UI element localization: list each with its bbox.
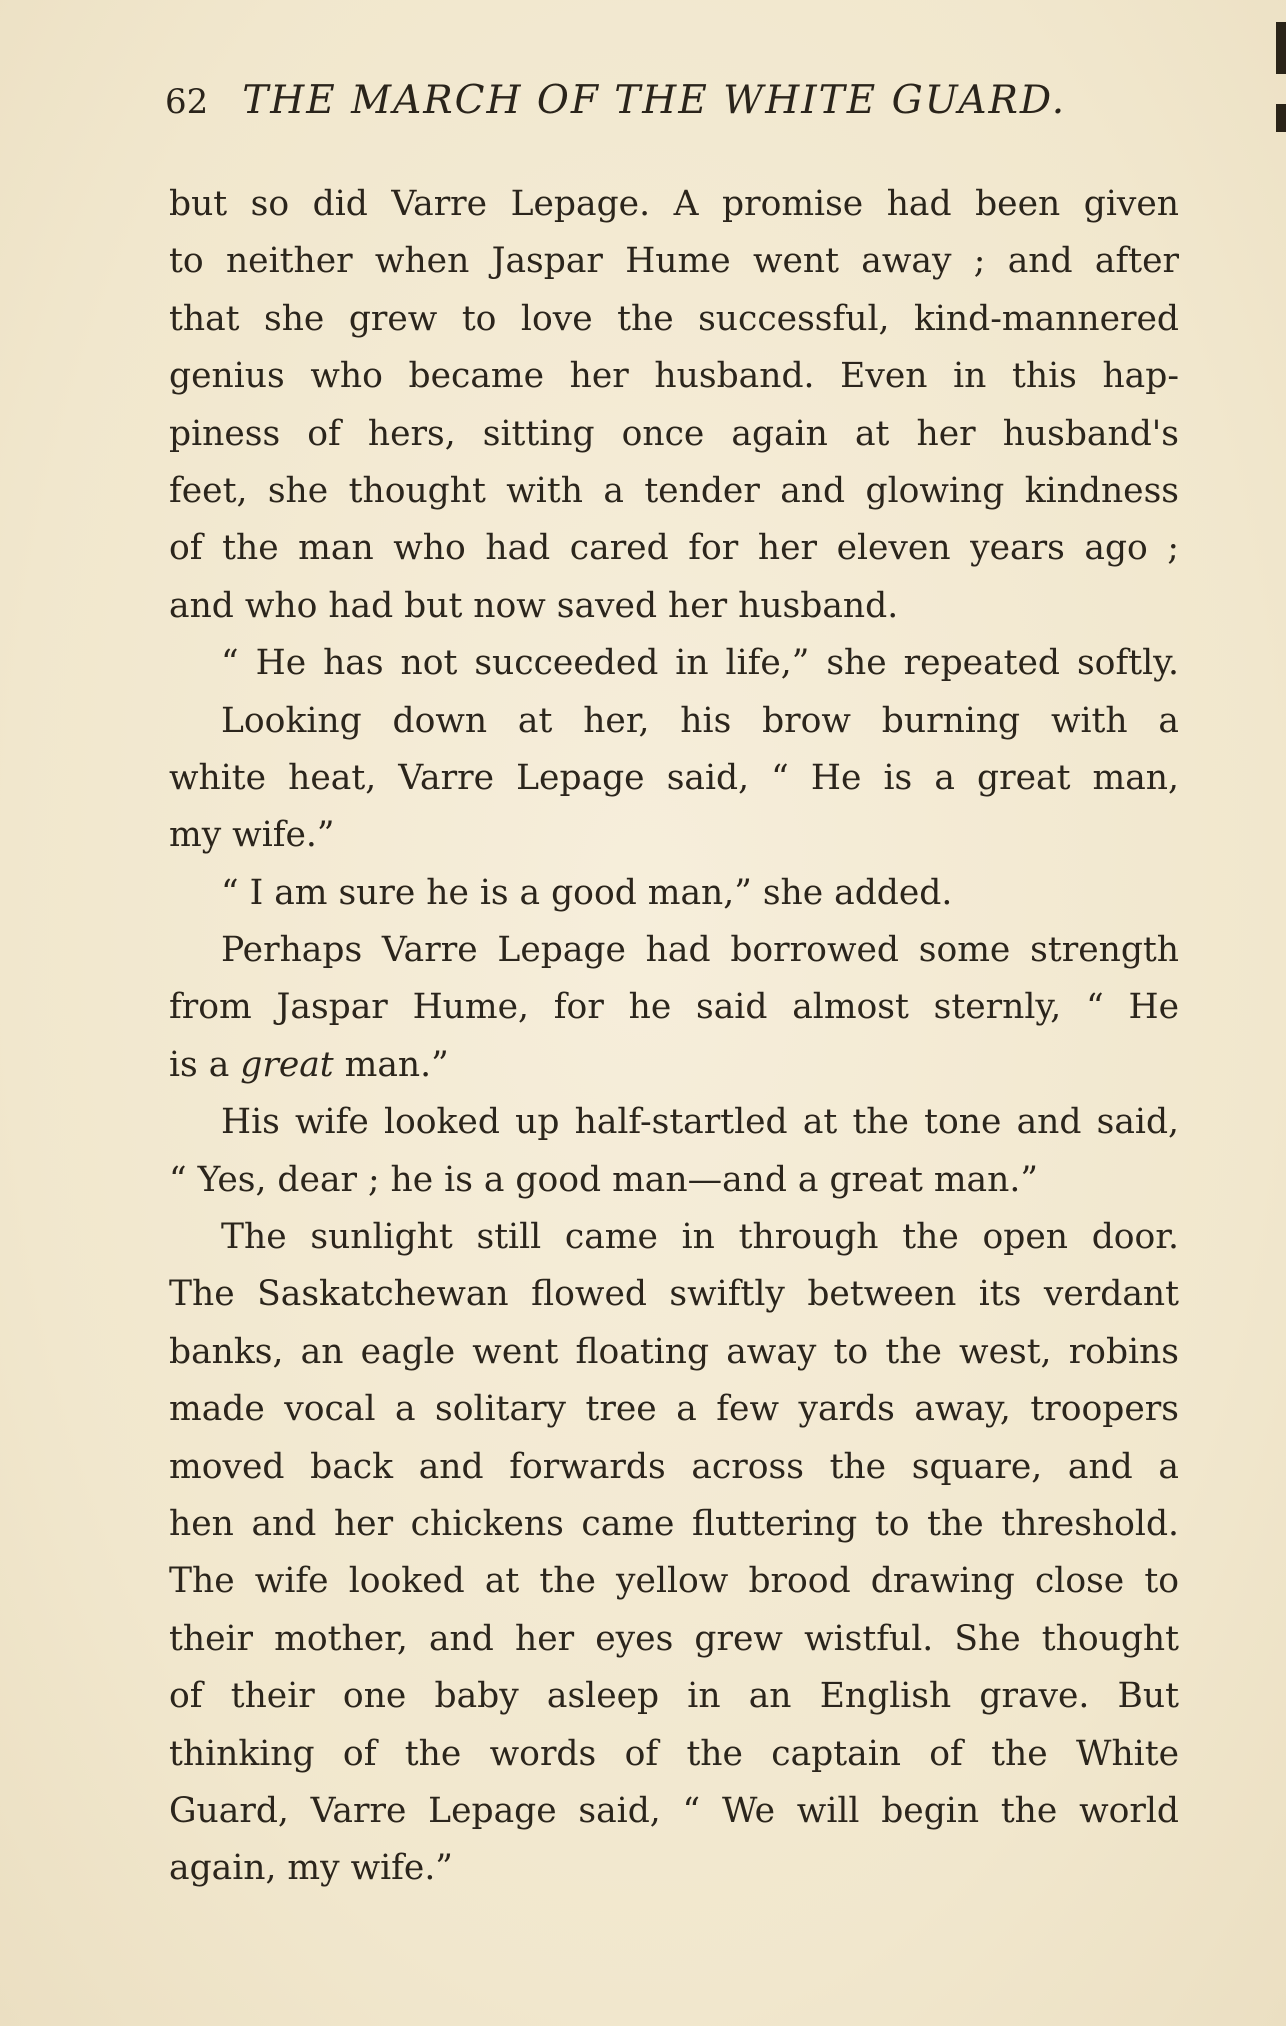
- text-line: made vocal a solitary tree a few yards away, troopers: [169, 1389, 1179, 1430]
- page-number: 62: [165, 82, 209, 122]
- page-edge-mark: [1276, 22, 1286, 74]
- text-line: of their one baby asleep in an English grave. But: [169, 1676, 1179, 1717]
- text-line-mixed: [169, 1037, 1179, 1094]
- text-line: feet, she thought with a tender and glowing kindness: [169, 470, 1179, 511]
- text-line: The sunlight still came in through the open door.: [221, 1217, 1179, 1258]
- running-head: [165, 78, 1125, 138]
- text-line: again, my wife.”: [169, 1848, 453, 1889]
- text-segment: man.”: [333, 1044, 449, 1085]
- text-line: from Jaspar Hume, for he said almost sternly, “ He: [169, 987, 1179, 1028]
- text-line: white heat, Varre Lepage said, “ He is a great man,: [169, 757, 1179, 798]
- text-line: that she grew to love the successful, kind-mannered: [169, 298, 1179, 339]
- text-line: His wife looked up half-startled at the tone and said,: [221, 1102, 1179, 1143]
- text-line: banks, an eagle went floating away to the west, robins: [169, 1331, 1179, 1372]
- text-line: their mother, and her eyes grew wistful. She thought: [169, 1618, 1179, 1659]
- text-line: Guard, Varre Lepage said, “ We will begin the world: [169, 1790, 1179, 1831]
- text-line: The Saskatchewan flowed swiftly between its verdant: [169, 1274, 1179, 1315]
- text-line: “ He has not succeeded in life,” she repeated softly.: [221, 643, 1179, 684]
- text-line: Looking down at her, his brow burning with a: [221, 700, 1179, 741]
- text-line: but so did Varre Lepage. A promise had been given: [169, 184, 1179, 224]
- italic-emphasis: great: [240, 1044, 334, 1085]
- text-line: genius who became her husband. Even in this hap-: [169, 356, 1179, 397]
- body-text: [169, 176, 1179, 1898]
- text-line: hen and her chickens came fluttering to the threshold.: [169, 1503, 1179, 1544]
- running-title: THE MARCH OF THE WHITE GUARD.: [242, 78, 1067, 123]
- text-line: and who had but now saved her husband.: [169, 585, 899, 626]
- text-segment: is a: [169, 1044, 241, 1085]
- text-line: to neither when Jaspar Hume went away ; and after: [169, 241, 1179, 282]
- text-line: “ I am sure he is a good man,” she added.: [221, 872, 953, 913]
- text-line: of the man who had cared for her eleven years ago ;: [169, 528, 1179, 569]
- text-line: “ Yes, dear ; he is a good man—and a great man.”: [169, 1159, 1038, 1200]
- text-line: thinking of the words of the captain of the White: [169, 1733, 1179, 1774]
- text-line: Perhaps Varre Lepage had borrowed some strength: [221, 930, 1179, 971]
- text-line: piness of hers, sitting once again at her husband's: [169, 413, 1179, 454]
- text-line: moved back and forwards across the square, and a: [169, 1446, 1179, 1487]
- text-line: my wife.”: [169, 815, 335, 856]
- page-edge-mark: [1276, 104, 1286, 132]
- text-line: The wife looked at the yellow brood drawing close to: [169, 1561, 1179, 1602]
